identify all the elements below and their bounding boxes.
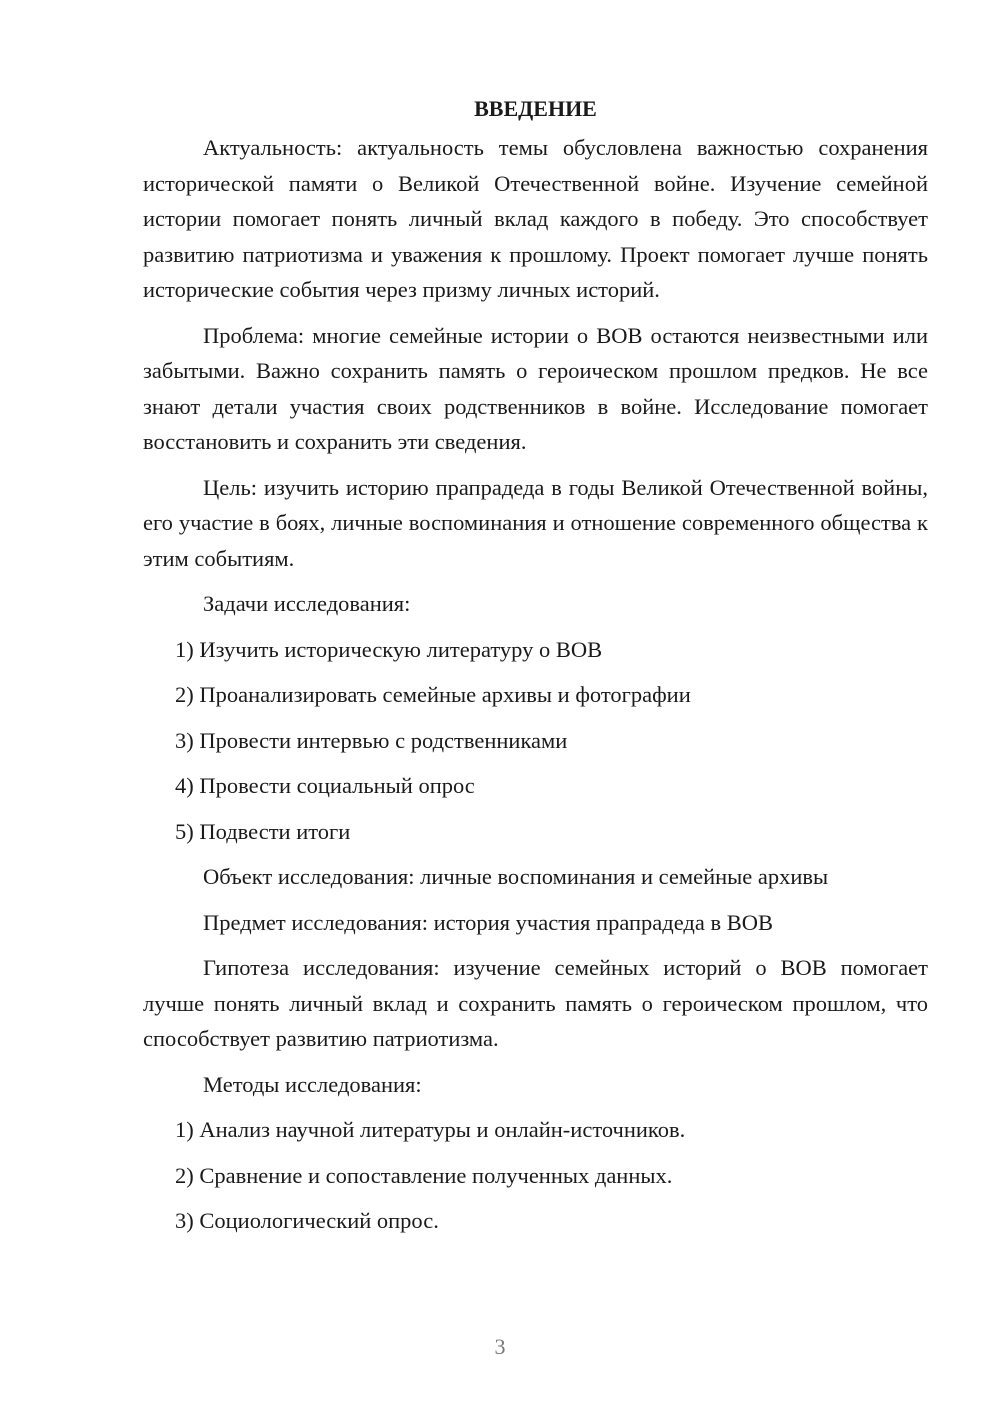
page-title: ВВЕДЕНИЕ: [474, 96, 597, 121]
relevance-paragraph: Актуальность: актуальность темы обусловлена важностью сохранения исторической памяти о Великой Отечественной войне. Изучение семейной истории помогает понять личный вклад каждого в победу. Это способствует развитию патриотизма и уважения к прошлому. Проект помогает лучше понять исторические события через призму личных историй.: [143, 135, 928, 302]
method-item: 1) Анализ научной литературы и онлайн-источников.: [175, 1117, 686, 1142]
object-line: Объект исследования: личные воспоминания и семейные архивы: [203, 864, 829, 889]
task-item: 1) Изучить историческую литературу о ВОВ: [175, 636, 603, 662]
method-item: 3) Социологический опрос.: [175, 1208, 439, 1233]
task-item: 3) Провести интервью с родственниками: [175, 727, 568, 753]
goal-paragraph: Цель: изучить историю прапрадеда в годы Великой Отечественной войны, его участие в боях, личные воспоминания и отношение современного общества к этим событиям.: [143, 474, 928, 571]
hypothesis-paragraph: Гипотеза исследования: изучение семейных историй о ВОВ помогает лучше понять личный вклад и сохранить память о героическом прошлом, что способствует развитию патриотизма.: [143, 955, 928, 1051]
task-item: 2) Проанализировать семейные архивы и фотографии: [175, 682, 691, 707]
methods-list: [143, 1112, 928, 1239]
method-item: 2) Сравнение и сопоставление полученных данных.: [175, 1162, 673, 1188]
problem-paragraph: Проблема: многие семейные истории о ВОВ остаются неизвестными или забытыми. Важно сохранить память о героическом прошлом предков. Не все знают детали участия своих родственников в войне. Исследование помогает восстановить и сохранить эти сведения.: [143, 322, 928, 454]
methods-label: Методы исследования:: [203, 1071, 422, 1097]
page-number: 3: [494, 1334, 506, 1359]
task-item: 4) Провести социальный опрос: [175, 773, 475, 798]
tasks-label: Задачи исследования:: [203, 591, 411, 616]
subject-line: Предмет исследования: история участия прапрадеда в ВОВ: [203, 909, 774, 935]
task-item: 5) Подвести итоги: [175, 818, 351, 844]
tasks-list: [143, 632, 928, 850]
